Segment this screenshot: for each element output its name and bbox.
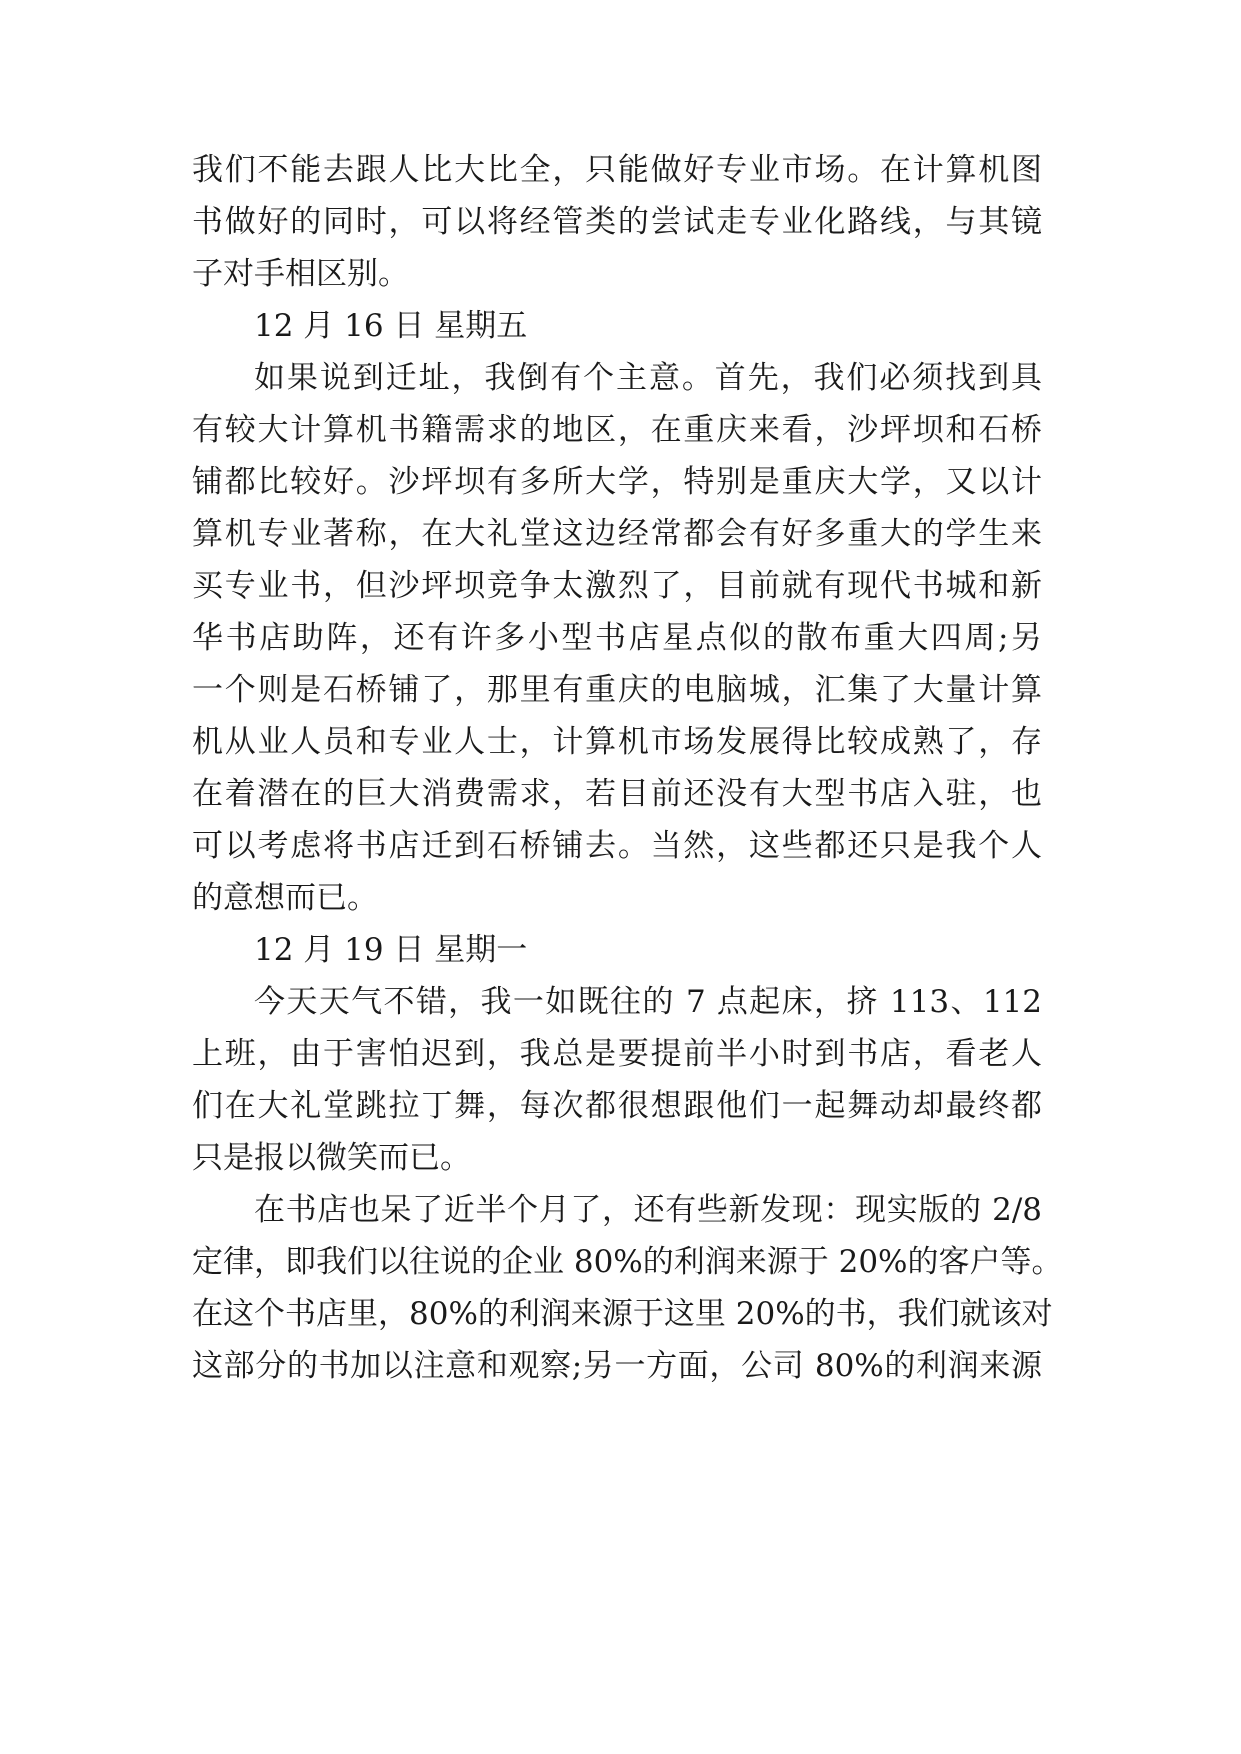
paragraph-line: 们在大礼堂跳拉丁舞，每次都很想跟他们一起舞动却最终都 <box>192 1088 1042 1124</box>
paragraph-line: 在着潜在的巨大消费需求，若目前还没有大型书店入驻，也 <box>192 776 1042 812</box>
date-heading: 12 月 19 日 星期一 <box>254 932 528 968</box>
paragraph-line: 书做好的同时，可以将经管类的尝试走专业化路线，与其镜 <box>192 204 1042 240</box>
paragraph-line: 定律，即我们以往说的企业 80%的利润来源于 20%的客户等。 <box>192 1244 1063 1280</box>
date-heading: 12 月 16 日 星期五 <box>254 308 528 344</box>
paragraph-line: 这部分的书加以注意和观察;另一方面，公司 80%的利润来源 <box>192 1348 1042 1384</box>
paragraph-line: 我们不能去跟人比大比全，只能做好专业市场。在计算机图 <box>192 152 1042 188</box>
paragraph-line: 的意想而已。 <box>192 880 378 916</box>
paragraph-line: 上班，由于害怕迟到，我总是要提前半小时到书店，看老人 <box>192 1036 1042 1072</box>
paragraph-line: 如果说到迁址，我倒有个主意。首先，我们必须找到具 <box>254 360 1042 396</box>
paragraph-line: 只是报以微笑而已。 <box>192 1140 471 1176</box>
paragraph-line: 一个则是石桥铺了，那里有重庆的电脑城，汇集了大量计算 <box>192 672 1042 708</box>
paragraph-line: 在这个书店里，80%的利润来源于这里 20%的书，我们就该对 <box>192 1296 1053 1332</box>
paragraph-line: 华书店助阵，还有许多小型书店星点似的散布重大四周;另 <box>192 620 1042 656</box>
paragraph-line: 铺都比较好。沙坪坝有多所大学，特别是重庆大学，又以计 <box>192 464 1042 500</box>
paragraph-line: 今天天气不错，我一如既往的 7 点起床，挤 113、112 <box>254 984 1042 1020</box>
paragraph-line: 可以考虑将书店迁到石桥铺去。当然，这些都还只是我个人 <box>192 828 1042 864</box>
paragraph-line: 在书店也呆了近半个月了，还有些新发现：现实版的 2/8 <box>254 1192 1042 1228</box>
paragraph-line: 买专业书，但沙坪坝竞争太激烈了，目前就有现代书城和新 <box>192 568 1042 604</box>
paragraph-line: 有较大计算机书籍需求的地区，在重庆来看，沙坪坝和石桥 <box>192 412 1042 448</box>
paragraph-line: 子对手相区别。 <box>192 256 409 292</box>
paragraph-line: 算机专业著称，在大礼堂这边经常都会有好多重大的学生来 <box>192 516 1042 552</box>
paragraph-line: 机从业人员和专业人士，计算机市场发展得比较成熟了，存 <box>192 724 1042 760</box>
